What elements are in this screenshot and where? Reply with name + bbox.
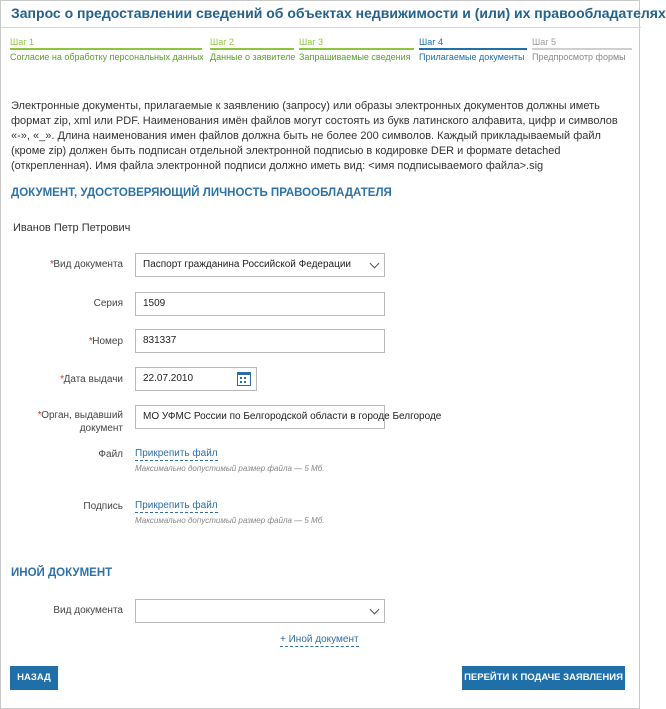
- right-holder-name: Иванов Петр Петрович: [13, 222, 131, 234]
- step-bar: [210, 48, 294, 50]
- calendar-icon[interactable]: [237, 372, 251, 386]
- required-mark: *: [49, 259, 54, 270]
- attach-file-link[interactable]: Прикрепить файл: [135, 448, 218, 459]
- other-doc-type-select[interactable]: [135, 599, 385, 623]
- issue-date-label-text: Дата выдачи: [63, 374, 123, 385]
- issuer-label: [11, 409, 123, 435]
- required-mark: *: [59, 374, 64, 385]
- number-input[interactable]: 831337: [135, 329, 385, 353]
- issuer-input[interactable]: МО УФМС России по Белгородской области в городе Белгороде: [135, 405, 385, 429]
- file-label: Файл: [98, 449, 123, 460]
- step-number: Шаг 2: [210, 37, 235, 47]
- series-label: Серия: [93, 298, 123, 309]
- step-label: Данные о заявителе: [210, 52, 296, 62]
- signature-label: Подпись: [83, 501, 123, 512]
- doc-type-select[interactable]: [135, 253, 385, 277]
- step-label: Предпросмотр формы: [532, 52, 626, 62]
- step-bar: [10, 48, 202, 50]
- step-bar: [299, 48, 414, 50]
- step-label: Запрашиваемые сведения: [299, 52, 411, 62]
- attach-signature-link[interactable]: Прикрепить файл: [135, 500, 218, 511]
- required-mark: *: [37, 410, 42, 421]
- step-4[interactable]: [419, 37, 529, 67]
- step-number: Шаг 1: [10, 37, 35, 47]
- doc-type-label-text: Вид документа: [53, 259, 123, 270]
- step-progress: [10, 37, 632, 67]
- series-input[interactable]: 1509: [135, 292, 385, 316]
- doc-type-label: [11, 258, 123, 271]
- identity-section-heading: ДОКУМЕНТ, УДОСТОВЕРЯЮЩИЙ ЛИЧНОСТЬ ПРАВООБЛАДАТЕЛЯ: [11, 187, 392, 199]
- step-label: Прилагаемые документы: [419, 52, 525, 62]
- other-doc-type-label: Вид документа: [53, 605, 123, 616]
- issue-date-input[interactable]: [135, 367, 257, 391]
- doc-type-value: Паспорт гражданина Российской Федерации: [143, 259, 351, 270]
- chevron-down-icon: [370, 605, 380, 615]
- required-mark: *: [88, 336, 93, 347]
- issue-date-label: [11, 373, 123, 386]
- step-3[interactable]: [299, 37, 417, 67]
- other-doc-section-heading: ИНОЙ ДОКУМЕНТ: [11, 567, 113, 579]
- number-label: [11, 335, 123, 348]
- number-label-text: Номер: [92, 336, 123, 347]
- proceed-to-submit-button[interactable]: ПЕРЕЙТИ К ПОДАЧЕ ЗАЯВЛЕНИЯ: [462, 666, 625, 690]
- instructions-text: Электронные документы, прилагаемые к заявлению (запросу) или образы электронных документов должны иметь формат zip, xml или PDF. Наименования имён файлов могут состоять из букв латинского алфавита, цифр и символов «-», «_». Длина наименования имен файлов должна быть не более 200 символов. Каждый прикладываемый файл (кроме zip) должен быть подписан отдельной электронной подписью в кодировке DER и формате detached (открепленная). Имя файла электронной подписи должно иметь вид: <имя подписываемого файла>.sig: [11, 100, 618, 172]
- step-5[interactable]: [532, 37, 632, 67]
- step-number: Шаг 3: [299, 37, 324, 47]
- step-2[interactable]: [210, 37, 296, 67]
- step-bar: [532, 48, 632, 50]
- step-1[interactable]: [10, 37, 206, 67]
- step-bar: [419, 48, 527, 50]
- issue-date-value: 22.07.2010: [143, 373, 194, 384]
- page-title: Запрос о предоставлении сведений об объектах недвижимости и (или) их правообладателях: [11, 5, 666, 21]
- title-divider: [1, 27, 641, 28]
- issuer-label-line2: документ: [79, 423, 123, 434]
- step-number: Шаг 4: [419, 37, 444, 47]
- step-number: Шаг 5: [532, 37, 557, 47]
- step-label: Согласие на обработку персональных данных: [10, 52, 204, 62]
- back-button[interactable]: НАЗАД: [10, 666, 58, 690]
- signature-size-hint: Максимально допустимый размер файла — 5 Мб.: [135, 516, 325, 525]
- add-other-doc-link[interactable]: + Иной документ: [280, 634, 359, 645]
- issuer-label-line1: Орган, выдавший: [41, 410, 123, 421]
- file-size-hint: Максимально допустимый размер файла — 5 Мб.: [135, 464, 325, 473]
- chevron-down-icon: [370, 259, 380, 269]
